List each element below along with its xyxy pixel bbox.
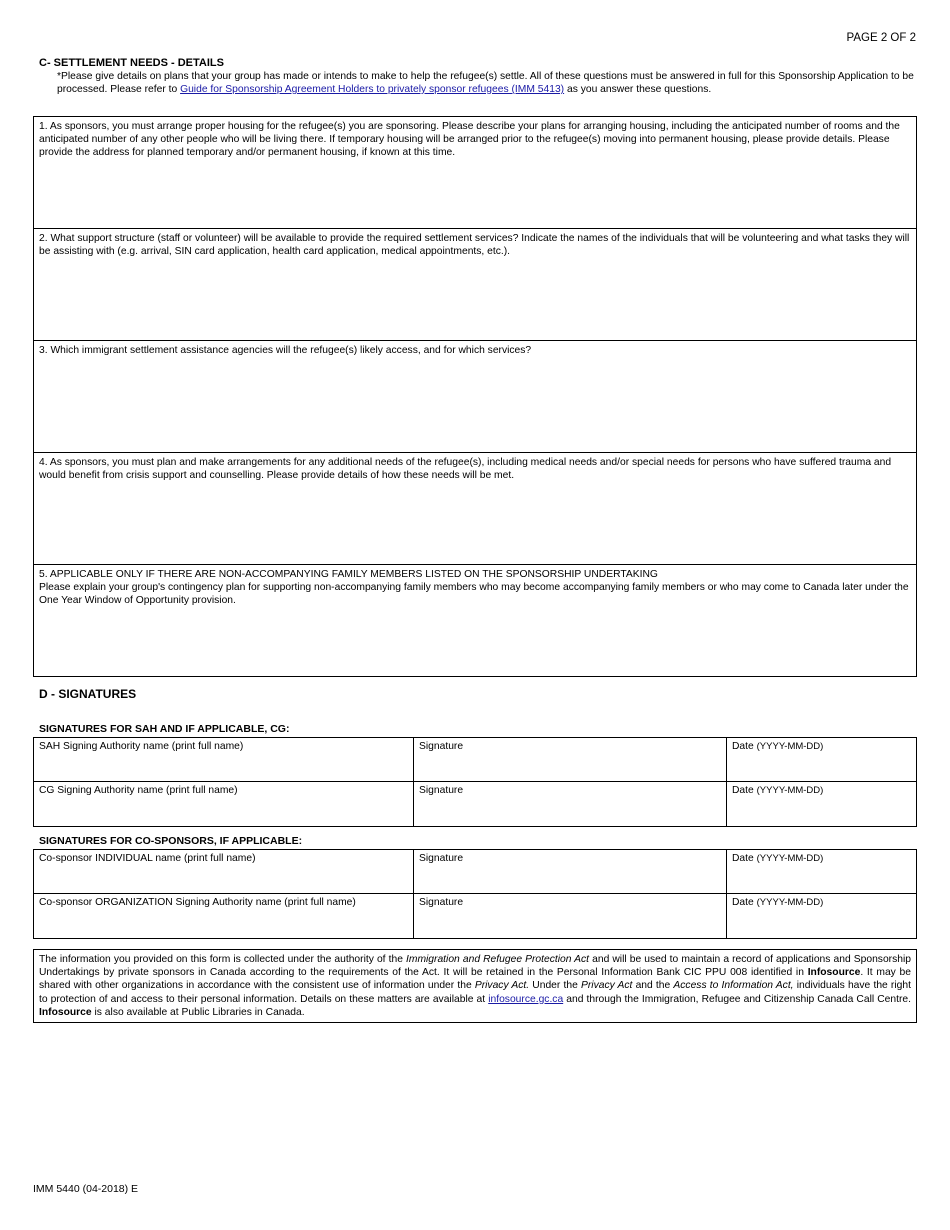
sah-date-label: Date <box>732 741 754 752</box>
section-c-title: C- SETTLEMENT NEEDS - DETAILS <box>39 57 224 69</box>
cg-date-label: Date <box>732 785 754 796</box>
sah-signature-row <box>34 738 916 782</box>
cg-name-label: CG Signing Authority name (print full name) <box>39 785 238 796</box>
question-4-text: 4. As sponsors, you must plan and make arrangements for any additional needs of the refugee(s), including medical needs and/or special needs for persons who have suffered trauma and would benefit from crisis support and counselling. Please provide details of how these needs will be met. <box>39 457 892 481</box>
question-5-heading: 5. APPLICABLE ONLY IF THERE ARE NON-ACCOMPANYING FAMILY MEMBERS LISTED ON THE SPONSORSHIP UNDERTAKING <box>39 569 658 580</box>
sah-date-field[interactable] <box>727 738 916 781</box>
cosponsor-individual-signature-field[interactable] <box>414 850 727 893</box>
cosponsor-organization-signature-label: Signature <box>419 897 464 908</box>
cosponsor-individual-row <box>34 850 916 894</box>
privacy-act-access: Access to Information Act, <box>673 980 794 992</box>
cosponsor-signatures-table <box>33 849 917 939</box>
sah-name-label: SAH Signing Authority name (print full name) <box>39 741 244 752</box>
cg-date-field[interactable] <box>727 782 916 826</box>
cosponsor-organization-date-label: Date <box>732 897 754 908</box>
cosponsor-signatures-heading: SIGNATURES FOR CO-SPONSORS, IF APPLICABLE: <box>39 835 303 847</box>
cosponsor-individual-name-label: Co-sponsor INDIVIDUAL name (print full name) <box>39 853 256 864</box>
cg-date-format: (YYYY-MM-DD) <box>756 785 824 796</box>
sah-signature-field[interactable] <box>414 738 727 781</box>
cg-signature-field[interactable] <box>414 782 727 826</box>
question-5-text: Please explain your group's contingency plan for supporting non-accompanying family members who may become accompanying family members or who may come to Canada later under the One Year Window of Opportunity provision. <box>39 582 909 606</box>
cg-signature-label: Signature <box>419 785 464 796</box>
sah-signature-label: Signature <box>419 741 464 752</box>
cosponsor-organization-date-field[interactable] <box>727 894 916 938</box>
cosponsor-organization-row <box>34 894 916 938</box>
privacy-text-8: is also available at Public Libraries in Canada. <box>91 1006 305 1018</box>
form-footer-id: IMM 5440 (04-2018) E <box>33 1183 139 1195</box>
sah-signatures-table <box>33 737 917 827</box>
privacy-act-privacy-1: Privacy Act. <box>474 980 530 992</box>
privacy-text-6: individuals have the right to protection of and access to their personal information. Details on these matters are available at <box>39 980 911 1005</box>
privacy-act-irpa: Immigration and Refugee Protection Act <box>406 954 590 965</box>
intro-text-after: as you answer these questions. <box>564 84 712 95</box>
cosponsor-individual-date-field[interactable] <box>727 850 916 893</box>
privacy-text-2: and will be used to maintain a record of applications and Sponsorship Undertakings by private sponsors in Canada according to the requirements of the Act. It will be retained in the Personal Information Bank CIC PPU 008 identified in <box>39 954 911 979</box>
cosponsor-organization-name-label: Co-sponsor ORGANIZATION Signing Authority name (print full name) <box>39 897 356 908</box>
question-2-field[interactable] <box>34 229 916 341</box>
cg-signature-row <box>34 782 916 826</box>
guide-link[interactable]: Guide for Sponsorship Agreement Holders to privately sponsor refugees (IMM 5413) <box>180 84 565 95</box>
question-5-field[interactable] <box>34 565 916 676</box>
section-d-title: D - SIGNATURES <box>39 687 137 701</box>
privacy-infosource-1: Infosource <box>807 967 861 979</box>
sah-signatures-heading: SIGNATURES FOR SAH AND IF APPLICABLE, CG: <box>39 723 290 735</box>
privacy-text-3: . It may be shared with other organizations in accordance with the consistent use of information under the <box>39 967 912 992</box>
privacy-act-privacy-2: Privacy Act <box>580 980 633 992</box>
sah-date-format: (YYYY-MM-DD) <box>756 741 824 752</box>
intro-text-before: *Please give details on plans that your group has made or intends to make to help the refugee(s) settle. All of these questions must be answered in full for this Sponsorship Application to be processed. Please refer to <box>57 71 914 95</box>
question-4-field[interactable] <box>34 453 916 565</box>
section-c-intro <box>57 70 917 96</box>
privacy-notice <box>33 949 917 1023</box>
privacy-text-1: The information you provided on this form is collected under the authority of the <box>39 954 406 965</box>
cosponsor-organization-name-field[interactable] <box>34 894 414 938</box>
infosource-link[interactable]: infosource.gc.ca <box>488 993 564 1005</box>
question-2-text: 2. What support structure (staff or volunteer) will be available to provide the required settlement services? Indicate the names of the individuals that will be volunteering and what tasks they will be assisting with (e.g. arrival, SIN card application, health card application, medical appointments, etc.). <box>39 233 910 257</box>
page-number: PAGE 2 OF 2 <box>846 32 916 44</box>
sah-name-field[interactable] <box>34 738 414 781</box>
privacy-text-5: and the <box>632 980 674 992</box>
cosponsor-organization-signature-field[interactable] <box>414 894 727 938</box>
cosponsor-individual-name-field[interactable] <box>34 850 414 893</box>
cosponsor-organization-date-format: (YYYY-MM-DD) <box>756 897 824 908</box>
cosponsor-individual-signature-label: Signature <box>419 853 464 864</box>
cosponsor-individual-date-format: (YYYY-MM-DD) <box>756 853 824 864</box>
question-1-field[interactable] <box>34 117 916 229</box>
question-3-text: 3. Which immigrant settlement assistance agencies will the refugee(s) likely access, and for which services? <box>39 345 532 356</box>
privacy-text-4: Under the <box>529 980 581 992</box>
settlement-questions-table <box>33 116 917 677</box>
privacy-text-7: and through the Immigration, Refugee and Citizenship Canada Call Centre. <box>563 993 911 1005</box>
cosponsor-individual-date-label: Date <box>732 853 754 864</box>
cg-name-field[interactable] <box>34 782 414 826</box>
question-1-text: 1. As sponsors, you must arrange proper housing for the refugee(s) you are sponsoring. Please describe your plans for arranging housing, including the anticipated number of rooms and the anticipated number of any other people who will be living there. If temporary housing will be arranged prior to the refugee(s) moving into permanent housing, please provide details. Please provide the address for planned temporary and/or permanent housing, if known at this time. <box>39 121 900 158</box>
privacy-infosource-2: Infosource <box>39 1006 92 1018</box>
question-3-field[interactable] <box>34 341 916 453</box>
